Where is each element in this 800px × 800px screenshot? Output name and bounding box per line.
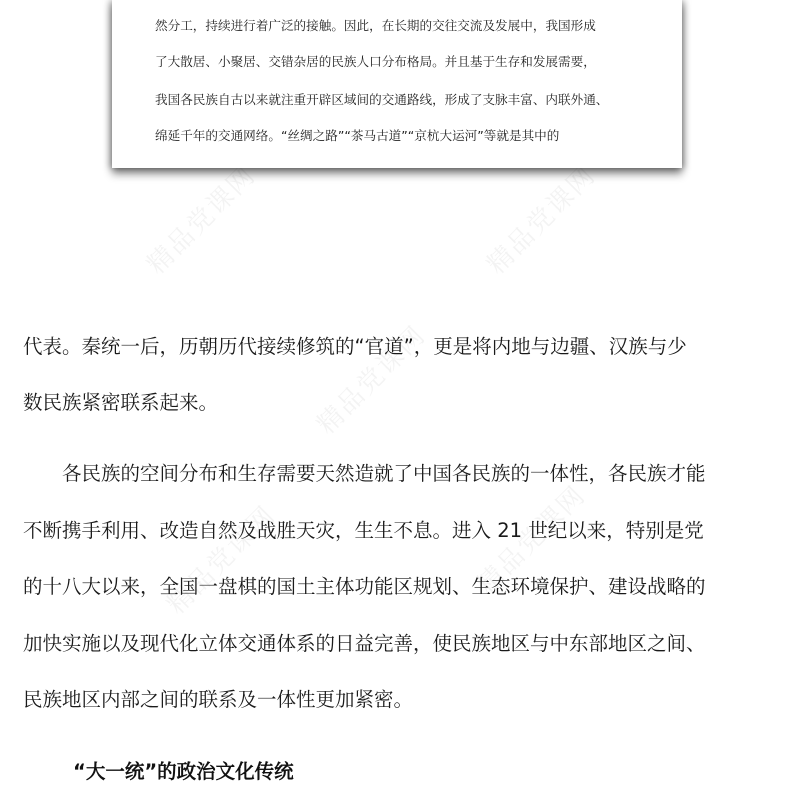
watermark: 精品党课网 xyxy=(161,500,282,621)
section-heading: “大一统”的政治文化传统 xyxy=(73,760,294,783)
body-line: 各民族的空间分布和生存需要天然造就了中国各民族的一体性，各民族才能 xyxy=(62,462,706,485)
body-line: 的十八大以来，全国一盘棋的国土主体功能区规划、生态环境保护、建设战略的 xyxy=(23,575,706,598)
body-line: 数民族紧密联系起来。 xyxy=(23,391,219,414)
body-line: 加快实施以及现代化立体交通体系的日益完善，使民族地区与中东部地区之间、 xyxy=(23,632,706,655)
body-line: 民族地区内部之间的联系及一体性更加紧密。 xyxy=(23,688,414,711)
watermark: 精品党课网 xyxy=(141,160,262,281)
excerpt-line: 然分工，持续进行着广泛的接触。因此，在长期的交往交流及发展中，我国形成 xyxy=(155,18,596,33)
excerpt-line: 了大散居、小聚居、交错杂居的民族人口分布格局。并且基于生存和发展需要， xyxy=(155,54,596,69)
watermark: 精品党课网 xyxy=(471,480,592,601)
watermark: 精品党课网 xyxy=(481,160,602,281)
excerpt-card xyxy=(112,0,682,168)
excerpt-line: 绵延千年的交通网络。“丝绸之路”“茶马古道”“京杭大运河”等就是其中的 xyxy=(155,128,560,143)
body-line: 不断携手利用、改造自然及战胜天灾，生生不息。进入 21 世纪以来，特别是党 xyxy=(23,519,704,542)
body-line: 代表。秦统一后，历朝历代接续修筑的“官道”，更是将内地与边疆、汉族与少 xyxy=(23,335,687,358)
excerpt-line: 我国各民族自古以来就注重开辟区域间的交通路线，形成了支脉丰富、内联外通、 xyxy=(155,92,609,107)
watermark: 精品党课网 xyxy=(311,320,432,441)
